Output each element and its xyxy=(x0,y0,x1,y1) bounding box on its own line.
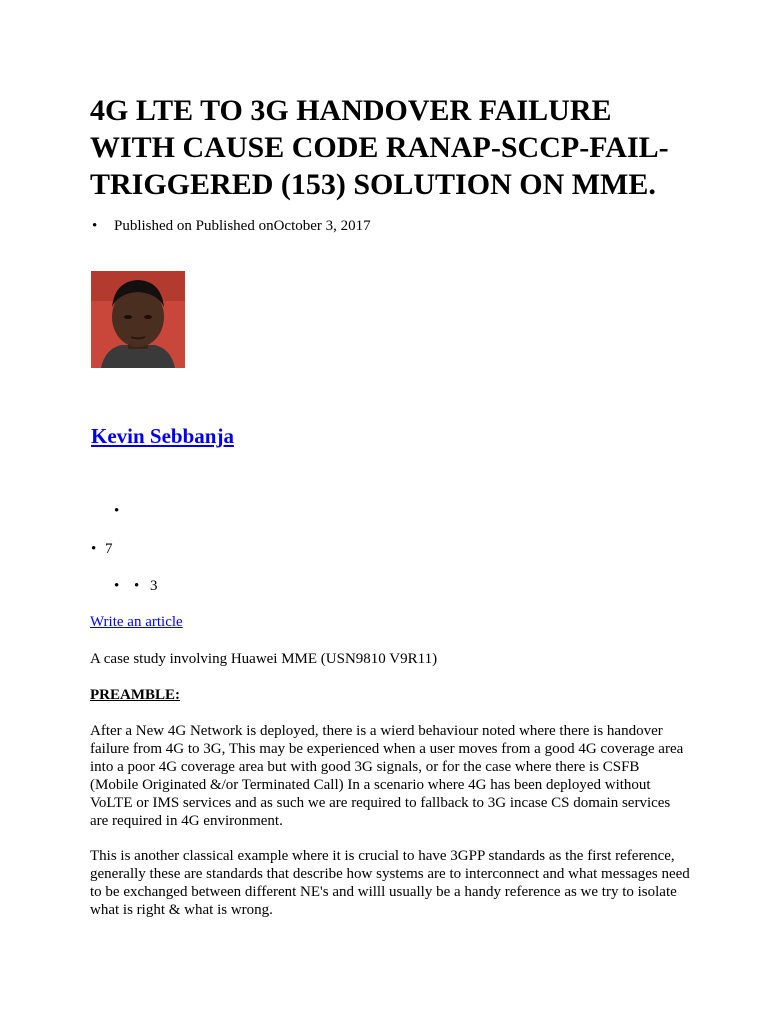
author-avatar[interactable] xyxy=(91,271,185,368)
published-date xyxy=(92,217,371,235)
title-line-3: TRIGGERED (153) SOLUTION ON MME. xyxy=(90,168,656,201)
bullet-icon: • xyxy=(134,578,140,594)
comments-number: 3 xyxy=(150,578,158,594)
body-paragraph-2: This is another classical example where it is crucial to have 3GPP standards as the first reference, generally these are standards that describe how systems are to interconnect and what messages need to be exchanged between different NE's and willl usually be a handy reference as we try to isolate what is right & what is wrong. xyxy=(90,848,690,918)
body-paragraph-1: After a New 4G Network is deployed, there is a wierd behaviour noted where there is handover failure from 4G to 3G, This may be experienced when a user moves from a good 4G coverage area into a poor 4G coverage area but with good 3G signals, or for the case where there is CSFB (Mobile Originated &/or Terminated Call) In a scenario where 4G has been deployed without VoLTE or IMS services and as such we are required to fallback to 3G incase CS domain services are required in 4G environment. xyxy=(90,723,684,829)
write-article-link[interactable]: Write an article xyxy=(90,614,183,630)
bullet-icon: • xyxy=(92,218,98,234)
likes-count[interactable] xyxy=(91,540,113,558)
list-item-empty xyxy=(114,502,119,520)
title-line-1: 4G LTE TO 3G HANDOVER FAILURE xyxy=(90,94,612,127)
comments-count[interactable] xyxy=(114,577,158,595)
article-title xyxy=(90,92,730,203)
bullet-icon: • xyxy=(114,503,120,519)
title-line-2: WITH CAUSE CODE RANAP-SCCP-FAIL- xyxy=(90,131,669,164)
bullet-icon: • xyxy=(91,541,97,557)
published-text: Published on Published onOctober 3, 2017 xyxy=(114,218,371,234)
preamble-heading: PREAMBLE: xyxy=(90,687,180,703)
bullet-icon: • xyxy=(114,578,120,594)
likes-number: 7 xyxy=(105,541,113,557)
avatar-photo xyxy=(91,271,185,368)
case-study-line: A case study involving Huawei MME (USN9810 V9R11) xyxy=(90,651,438,667)
author-name-link[interactable]: Kevin Sebbanja xyxy=(91,424,234,448)
